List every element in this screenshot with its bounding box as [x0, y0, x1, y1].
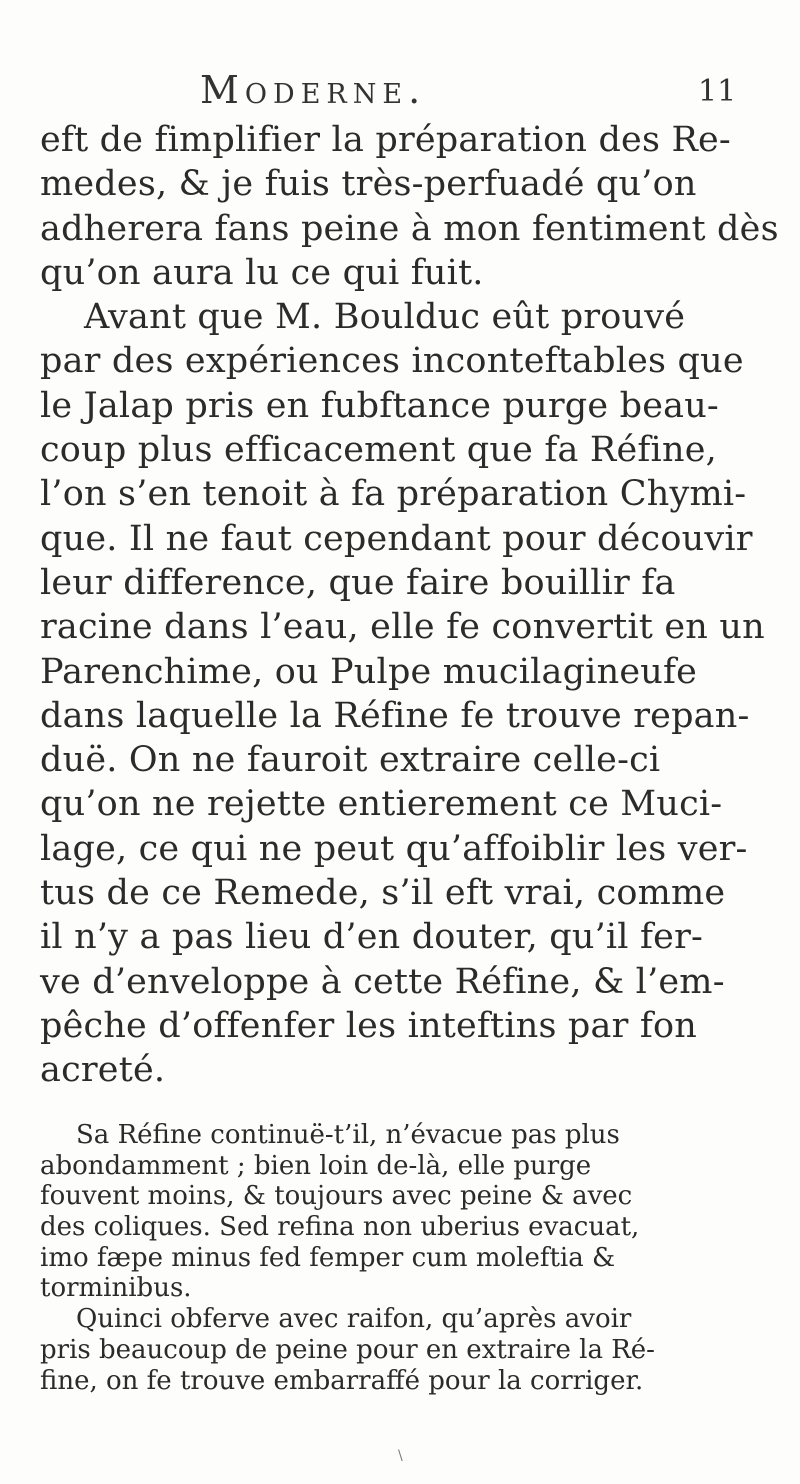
text-line: qu’on aura lu ce qui fuit.: [40, 252, 484, 293]
quote-line: imo fæpe minus fed femper cum moleftia &: [40, 1242, 616, 1273]
text-line: racine dans l’eau, elle fe convertit en un: [40, 607, 765, 648]
text-line: lage, ce qui ne peut qu’affoiblir les ver-: [40, 828, 748, 869]
main-paragraphs: [40, 118, 779, 1093]
text-line: adherera fans peine à mon fentiment dès: [40, 208, 779, 249]
text-line: acreté.: [40, 1050, 166, 1091]
text-line: coup plus efficacement que fa Réfine,: [40, 430, 717, 471]
text-line: que. Il ne faut cependant pour découvir: [40, 518, 753, 559]
quote-line: torminibus.: [40, 1273, 192, 1304]
text-line: pêche d’offenfer les inteftins par fon: [40, 1005, 698, 1046]
quote-line: pris beaucoup de peine pour en extraire la Ré-: [40, 1334, 655, 1365]
text-line: qu’on ne rejette entierement ce Muci-: [40, 784, 723, 825]
text-line: eft de fimplifier la préparation des Re-: [40, 120, 731, 160]
quote-line: fine, on fe trouve embarraffé pour la corriger.: [40, 1365, 644, 1396]
quote-line: fouvent moins, & toujours avec peine & avec: [40, 1181, 633, 1212]
text-line: le Jalap pris en fubftance purge beau-: [40, 385, 719, 426]
text-line: medes, & je fuis très-perfuadé qu’on: [40, 164, 697, 205]
quote-line: Sa Réfine continuë-t’il, n’évacue pas plus: [76, 1120, 620, 1150]
text-line: dans laquelle la Réfine fe trouve repan-: [40, 695, 750, 736]
text-line: tus de ce Remede, s’il eft vrai, comme: [40, 873, 726, 914]
text-line: leur difference, que faire bouillir fa: [40, 562, 676, 603]
text-line: par des expériences inconteftables que: [40, 341, 744, 382]
text-line: l’on s’en tenoit à fa préparation Chymi-: [40, 474, 747, 515]
text-line: il n’y a pas lieu d’en douter, qu’il fer-: [40, 917, 704, 958]
text-line: Parenchime, ou Pulpe mucilagineufe: [40, 651, 698, 692]
signature-mark: \: [398, 1448, 403, 1464]
text-line-content: Avant que M. Boulduc eût prouvé: [84, 297, 686, 338]
text-line: ve d’enveloppe à cette Réfine, & l’em-: [40, 961, 725, 1002]
quotation-block: [40, 1120, 780, 1396]
quote-line: Quinci obferve avec raifon, qu’après avoir: [76, 1304, 632, 1335]
text-line: duë. On ne fauroit extraire celle-ci: [40, 740, 661, 781]
page-header: [0, 68, 800, 118]
running-head: Moderne.: [200, 68, 427, 112]
page-number: 11: [698, 74, 737, 109]
quote-line: des coliques. Sed refina non uberius evacuat,: [40, 1212, 640, 1243]
quote-line: abondamment ; bien loin de-là, elle purge: [40, 1150, 592, 1181]
text-line: [40, 295, 770, 339]
